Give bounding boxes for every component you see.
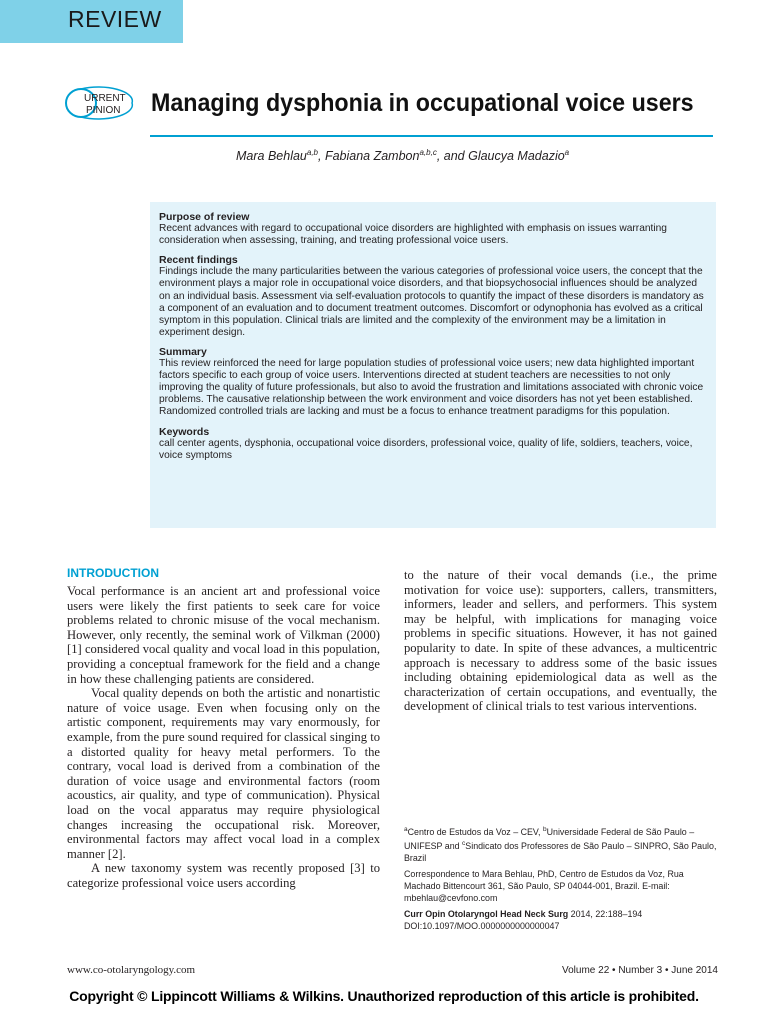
author-affiliation: a,b — [306, 148, 318, 157]
issue-info: Volume 22 • Number 3 • June 2014 — [562, 965, 718, 976]
aff-text: Centro de Estudos da Voz – CEV, — [407, 826, 543, 837]
journal-website: www.co-otolaryngology.com — [67, 964, 196, 976]
section-tab-label: REVIEW — [68, 6, 162, 32]
abstract-keywords-heading: Keywords — [159, 425, 210, 438]
author-affiliation: a,b,c — [419, 148, 437, 157]
abstract-purpose-text: Recent advances with regard to occupational voice disorders are highlighted with emphasis on issues warranting consideration when assessing, training, and treating professional voice users. — [159, 223, 667, 247]
abstract-findings-heading: Recent findings — [159, 254, 238, 267]
introduction-heading: INTRODUCTION — [67, 566, 159, 580]
abstract-box — [150, 202, 716, 528]
current-opinion-logo — [64, 86, 134, 120]
logo-line1: URRENT — [84, 93, 126, 104]
logo-line2: PINION — [86, 105, 121, 116]
body-paragraph: to the nature of their vocal demands (i.e., the prime motivation for voice use): supporters, callers, transmitters, informers, leader and sellers, and performers. This system may be helpful, with implications for managing voice problems in specific situations. However, it has not gained popularity to date. In spite of these advances, a multicentric approach is necessary to address some of the basic issues including obtaining epidemiological data as well as the characterization of certain occupations, and eventually, the development of clinical trials to test various interventions. — [404, 568, 717, 714]
affiliation-list — [404, 824, 717, 864]
copyright-notice: Copyright © Lippincott Williams & Wilkins. Unauthorized reproduction of this article is prohibited. — [69, 988, 699, 1004]
body-paragraph: Vocal performance is an ancient art and professional voice users were likely the first patients to seek care for voice problems related to chronic misuse of the vocal mechanism. However, only recently, the seminal work of Vilkman (2000) [1] considered vocal quality and vocal load in this population, providing a conceptual framework for the field and a change in how these challenging patients are considered. — [67, 584, 380, 686]
abstract-purpose-heading: Purpose of review — [159, 211, 250, 223]
aff-sup: b — [542, 826, 547, 833]
aff-text: Sindicato dos Professores de São Paulo – SINPRO, São Paulo, Brazil — [404, 840, 717, 863]
author-affiliation: a — [564, 148, 570, 157]
body-column-right — [404, 568, 717, 714]
correspondence: Correspondence to Mara Behlau, PhD, Centro de Estudos da Voz, Rua Machado Bittencourt 361, São Paulo, SP 04044-001, Brazil. E-mail: mbehlau@cevfono.com — [404, 868, 684, 903]
aff-sup: c — [462, 839, 466, 847]
body-paragraph: A new taxonomy system was recently proposed [3] to categorize professional voice users according — [67, 861, 380, 890]
body-paragraph: Vocal quality depends on both the artistic and nonartistic nature of voice usage. Even when focusing only on the artistic component, requirements may vary enormously, for example, from the pure sound required for classical singing to a distorted quality for heavy metal performers. To the contrary, vocal load is derived from a combination of the duration of voice usage and environmental factors (room acoustics, air quality, and type of communication). Physical load on the vocal apparatus may require physiological changes increasing the occupational risk. Moreover, environmental factors may affect vocal load in a complex manner [2]. — [67, 686, 380, 861]
body-column-left — [67, 584, 380, 890]
aff-sup: a — [404, 826, 408, 833]
author-name: Fabiana Zambon — [324, 149, 420, 164]
citation-journal: Curr Opin Otolaryngol Head Neck Surg — [404, 908, 569, 919]
aff-text: Universidade Federal de São Paulo – UNIFESP and — [404, 826, 695, 851]
abstract-findings-text: Findings include the many particularities between the various categories of professional voice users, the concept that the environment plays a major role in occupational voice disorders, and that biopsychosocial influences should be analyzed on an individual basis. Assessment via self-evaluation protocols to quantify the impact of these disorders is mandatory as a component of an evaluation and to document treatment outcomes. Discomfort or odynophonia has evolved as a critical symptom in this population. Clinical trials are limited and the complexity of the environment may be a limitation in experiment design. — [159, 266, 704, 338]
author-separator: , and — [436, 149, 469, 164]
title-rule — [150, 135, 713, 137]
author-name: Mara Behlau — [236, 149, 307, 164]
citation — [404, 908, 717, 920]
section-tab — [0, 0, 183, 43]
doi: DOI:10.1097/MOO.0000000000000047 — [404, 920, 560, 931]
author-list: Mara Behlau$^{a,b}$, Fabiana Zambon$^{a,b,c}$, and Glaucya Madazio$^a$ — [236, 148, 570, 164]
abstract-summary-heading: Summary — [159, 345, 207, 358]
article-title: Managing dysphonia in occupational voice users — [151, 89, 694, 117]
author-name: Glaucya Madazio — [468, 149, 565, 164]
affiliations-block — [404, 824, 717, 936]
citation-details: 2014, 22:188–194 — [568, 908, 643, 919]
abstract-summary-text: This review reinforced the need for large population studies of professional voice users; new data highlighted important factors specific to each group of voice users. Interventions directed at student teachers are necessities to not only improving the quality of future professionals, but also to avoid the frustration and limitations associated with chronic voice problems. The causative relationship between the work environment and voice disorders has not yet been established. Randomized controlled trials are lacking and must be a focus to enhance treatment paradigms for this population. — [159, 358, 704, 418]
abstract-keywords-text: call center agents, dysphonia, occupational voice disorders, professional voice, quality of life, soldiers, teachers, voice, voice symptoms — [159, 437, 693, 461]
